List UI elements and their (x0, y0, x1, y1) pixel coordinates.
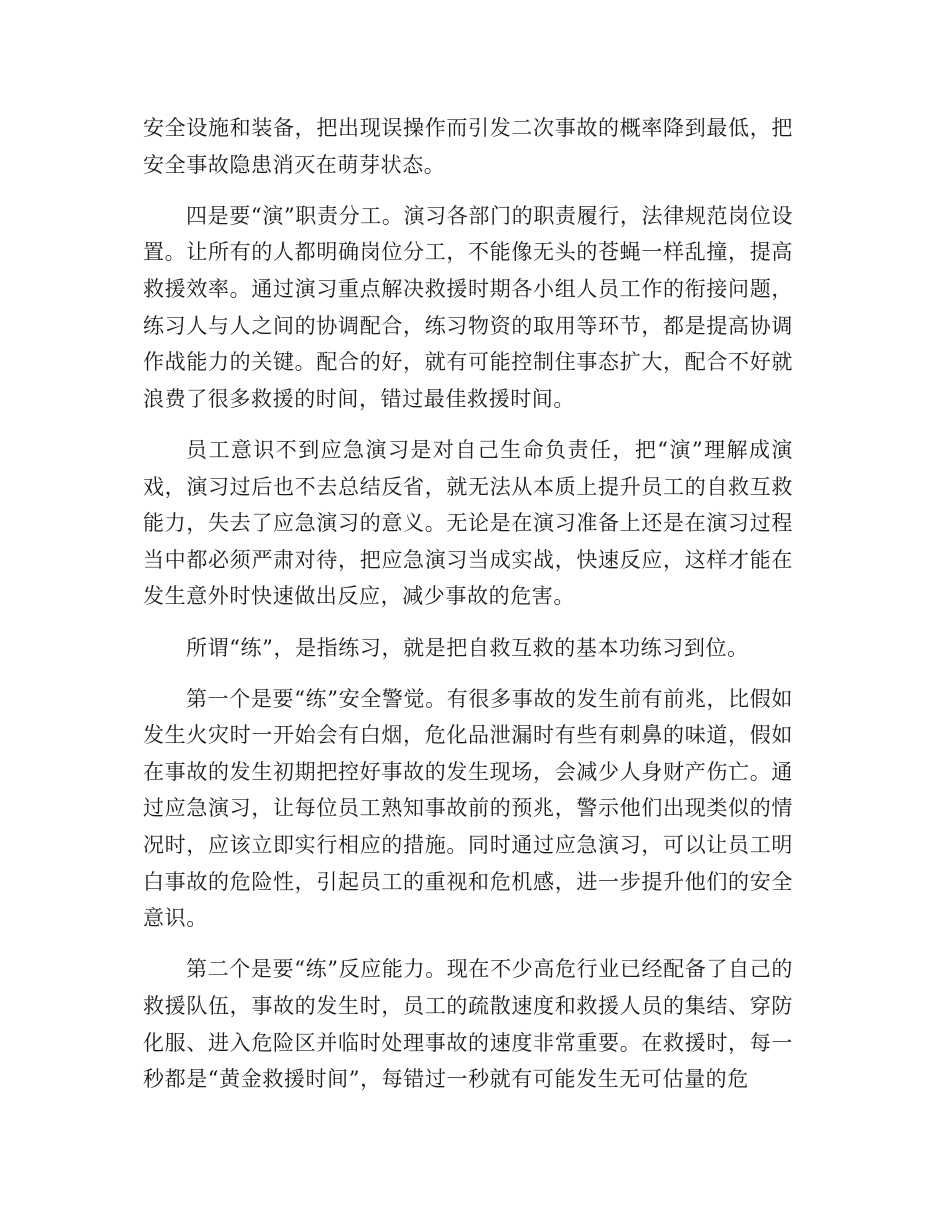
paragraph-4: 所谓“练”，是指练习，就是把自救互救的基本功练习到位。 (186, 635, 749, 660)
paragraph-2: 四是要“演”职责分工。演习各部门的职责履行，法律规范岗位设置。让所有的人都明确岗位分工，不能像无头的苍蝇一样乱撞，提高救援效率。通过演习重点解决救援时期各小组人员工作的衔接问题，练习人与人之间的协调配合，练习物资的取用等环节，都是提高协调作战能力的关键。配合的好，就有可能控制住事态扩大，配合不好就浪费了很多救援的时间，错过最佳救援时间。 (143, 203, 793, 411)
paragraph-5: 第一个是要“练”安全警觉。有很多事故的发生前有前兆，比假如发生火灾时一开始会有白烟，危化品泄漏时有些有刺鼻的味道，假如在事故的发生初期把控好事故的发生现场，会减少人身财产伤亡。通过应急演习，让每位员工熟知事故前的预兆，警示他们出现类似的情况时，应该立即实行相应的措施。同时通过应急演习，可以让员工明白事故的危险性，引起员工的重视和危机感，进一步提升他们的安全意识。 (143, 686, 793, 931)
document-body (143, 110, 793, 1112)
paragraph-1: 安全设施和装备，把出现误操作而引发二次事故的概率降到最低，把安全事故隐患消灭在萌芽状态。 (143, 116, 793, 177)
paragraph-6: 第二个是要“练”反应能力。现在不少高危行业已经配备了自己的救援队伍，事故的发生时，员工的疏散速度和救援人员的集结、穿防化服、进入危险区并临时处理事故的速度非常重要。在救援时，每一秒都是“黄金救援时间”，每错过一秒就有可能发生无可估量的危 (143, 957, 793, 1092)
paragraph-3: 员工意识不到应急演习是对自己生命负责任，把“演”理解成演戏，演习过后也不去总结反省，就无法从本质上提升员工的自救互救能力，失去了应急演习的意义。无论是在演习准备上还是在演习过程当中都必须严肃对待，把应急演习当成实战，快速反应，这样才能在发生意外时快速做出反应，减少事故的危害。 (143, 437, 793, 609)
